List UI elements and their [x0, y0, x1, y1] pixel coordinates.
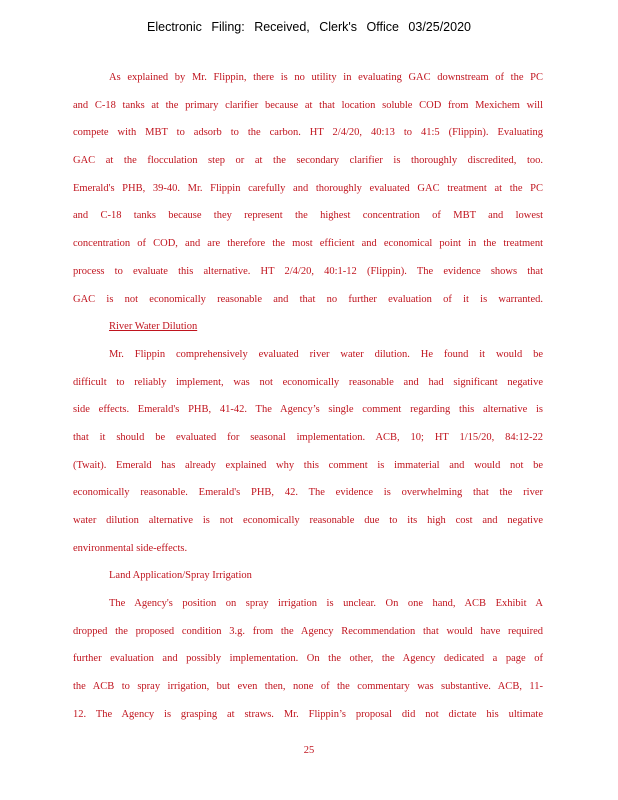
page-number: 25 — [303, 745, 315, 756]
paragraph-line: further evaluation and possibly implementation. On the other, the Agency dedicated a page of — [73, 653, 543, 665]
paragraph-line: (Twait). Emerald has already explained why this comment is immaterial and would not be — [73, 459, 543, 471]
section-heading — [73, 319, 543, 347]
section-heading-text: River Water Dilution — [109, 321, 198, 333]
paragraph-line: difficult to reliably implement, was not economically reasonable and had significant negative — [73, 376, 543, 388]
paragraph-line: side effects. Emerald's PHB, 41-42. The Agency’s single comment regarding this alternative is — [73, 404, 543, 416]
filing-header: Electronic Filing: Received, Clerk's Office 03/25/2020 — [147, 20, 471, 34]
paragraph-line: that it should be evaluated for seasonal implementation. ACB, 10; HT 1/15/20, 84:12-22 — [73, 431, 543, 443]
paragraph-line: compete with MBT to adsorb to the carbon. HT 2/4/20, 40:13 to 41:5 (Flippin). Evaluating — [73, 127, 543, 139]
paragraph-line: As explained by Mr. Flippin, there is no utility in evaluating GAC downstream of the PC — [109, 72, 543, 83]
paragraph-line: dropped the proposed condition 3.g. from the Agency Recommendation that would have required — [73, 625, 543, 637]
paragraph-line: 12. The Agency is grasping at straws. Mr. Flippin’s proposal did not dictate his ultimate — [73, 708, 543, 720]
body-text — [73, 70, 543, 735]
section-heading: Land Application/Spray Irrigation — [109, 570, 252, 582]
paragraph-line: and C-18 tanks at the primary clarifier because at that location soluble COD from Mexichem will — [73, 99, 543, 111]
paragraph-line: GAC at the flocculation step or at the secondary clarifier is thoroughly discredited, too. — [73, 155, 543, 167]
paragraph-line: The Agency's position on spray irrigation is unclear. On one hand, ACB Exhibit A — [109, 598, 543, 610]
paragraph-line: economically reasonable. Emerald's PHB, 42. The evidence is overwhelming that the river — [73, 487, 543, 499]
paragraph-line: the ACB to spray irrigation, but even then, none of the commentary was substantive. ACB, 11- — [73, 681, 543, 693]
paragraph-line: Emerald's PHB, 39-40. Mr. Flippin carefully and thoroughly evaluated GAC treatment at the PC — [73, 182, 543, 194]
paragraph-line: Mr. Flippin comprehensively evaluated river water dilution. He found it would be — [109, 348, 543, 360]
paragraph-line: water dilution alternative is not economically reasonable due to its high cost and negative — [73, 515, 543, 526]
paragraph-line: process to evaluate this alternative. HT 2/4/20, 40:1-12 (Flippin). The evidence shows that — [73, 265, 543, 277]
paragraph-line: concentration of COD, and are therefore the most efficient and economical point in the treatment — [73, 238, 543, 250]
paragraph-line: environmental side-effects. — [73, 542, 188, 554]
paragraph-line: and C-18 tanks because they represent the highest concentration of MBT and lowest — [73, 210, 543, 222]
paragraph-line: GAC is not economically reasonable and that no further evaluation of it is warranted. — [73, 293, 543, 305]
